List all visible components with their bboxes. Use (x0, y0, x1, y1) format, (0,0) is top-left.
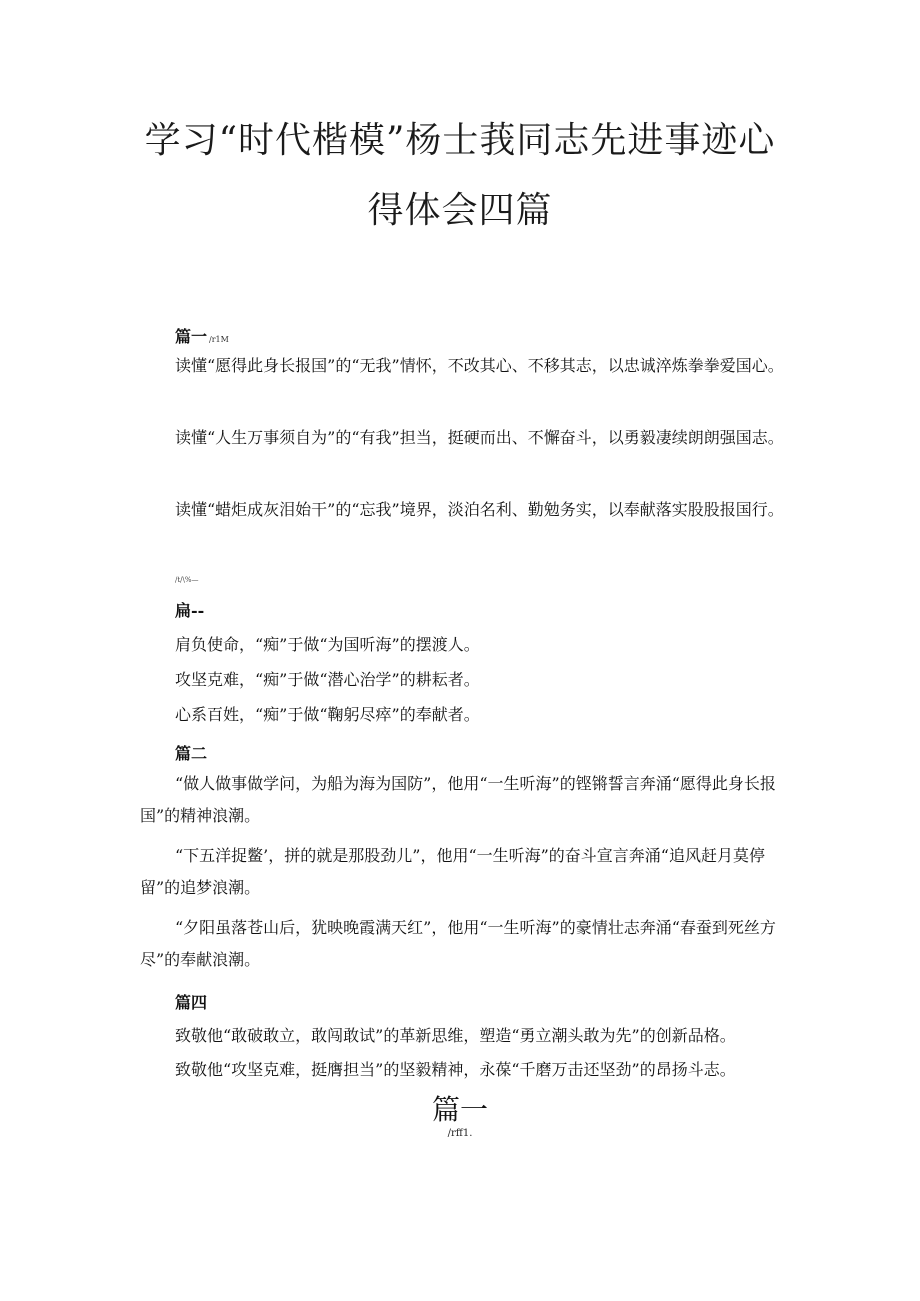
document-title-line-2: 得体会四篇 (367, 190, 553, 231)
section-1-heading-mark: /r1M (209, 335, 229, 344)
section-2-heading: 扁-- (175, 601, 205, 620)
section-4-heading: 篇四 (175, 993, 208, 1012)
section-1-heading-text: 篇一 (175, 327, 208, 346)
next-section-mark: /rff1. (447, 1128, 473, 1139)
section-3-paragraph-3: “夕阳虽落苍山后，犹映晚霞满天红”，他用“一生听海”的豪情壮志奔涌“春蚕到死丝方尽”的奉献浪潮。 (140, 918, 776, 969)
section-1-paragraph-1: 读懂“愿得此身长报国”的“无我”情怀，不改其心、不移其志，以忠诚淬炼拳拳爱国心。 (175, 356, 784, 375)
section-2-line-2: 攻坚克难，“痴”于做“潜心治学”的耕耘者。 (175, 670, 480, 689)
section-3-paragraph-1: “做人做事做学问，为船为海为国防”，他用“一生听海”的铿锵誓言奔涌“愿得此身长报国”的精神浪潮。 (140, 774, 776, 825)
section-2-line-1: 肩负使命，“痴”于做“为国听海”的摆渡人。 (175, 635, 480, 654)
section-1-heading (175, 324, 229, 347)
section-1-paragraph-3: 读懂“蜡炬成灰泪始干”的“忘我”境界，淡泊名利、勤勉务实，以奉献落实股股报国行。 (175, 500, 784, 519)
section-3-paragraph-2: “下五洋捉鳖’，拼的就是那股劲儿”，他用“一生听海”的奋斗宣言奔涌“追风赶月莫停留”的追梦浪潮。 (140, 846, 765, 897)
section-4-line-2: 致敬他“攻坚克难，挺膺担当”的坚毅精神，永葆“千磨万击还坚劲”的昂扬斗志。 (175, 1060, 736, 1079)
document-title-line-1: 学习“时代楷模”杨士莪同志先进事迹心 (144, 120, 776, 161)
stray-mark: /t/\%— (175, 576, 199, 584)
next-section-heading: 篇一 (431, 1093, 488, 1126)
section-1-paragraph-2: 读懂“人生万事须自为”的“有我”担当，挺硬而出、不懈奋斗，以勇毅凄续朗朗强国志。 (175, 428, 784, 447)
section-4-line-1: 致敬他“敢破敢立，敢闯敢试”的革新思维，塑造“勇立潮头敢为先”的创新品格。 (175, 1026, 736, 1045)
section-2-line-3: 心系百姓，“痴”于做“鞠躬尽瘁”的奉献者。 (175, 705, 480, 724)
section-3-heading: 篇二 (175, 744, 208, 763)
